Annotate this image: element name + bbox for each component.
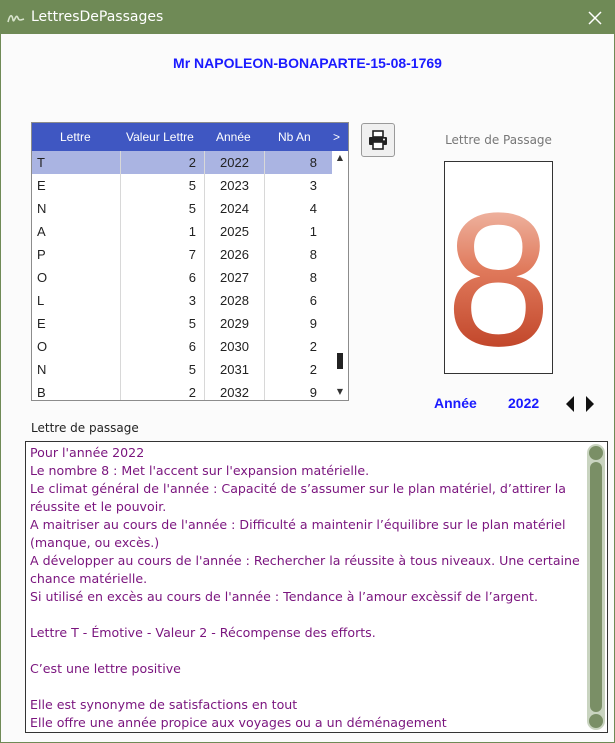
cell-annee: 2032 xyxy=(205,381,265,401)
description-label: Lettre de passage xyxy=(31,421,139,435)
cell-valeur: 5 xyxy=(121,358,205,381)
table-row[interactable] xyxy=(32,289,332,312)
scroll-up-icon[interactable]: ▲ xyxy=(336,153,344,162)
print-button[interactable] xyxy=(361,123,395,157)
cell-annee: 2023 xyxy=(205,174,265,197)
cell-nb-an: 4 xyxy=(309,201,317,216)
table-row[interactable] xyxy=(32,358,332,381)
cell-nb-an: 9 xyxy=(309,316,317,331)
cell-lettre: B xyxy=(32,381,121,401)
description-line: A maitriser au cours de l'année : Difficulté a maintenir l’équilibre sur le plan matériel (manque, ou excès.) xyxy=(30,517,566,550)
table-row[interactable] xyxy=(32,266,332,289)
scroll-down-icon[interactable]: ▼ xyxy=(336,387,344,396)
grid-body xyxy=(32,151,332,401)
description-line xyxy=(30,642,585,660)
description-line xyxy=(30,678,585,696)
table-row[interactable] xyxy=(32,335,332,358)
cell-nb-an: 1 xyxy=(309,224,317,239)
column-header-annee[interactable]: Année xyxy=(216,130,251,144)
close-button[interactable] xyxy=(584,7,606,29)
cell-lettre: T xyxy=(32,151,121,174)
lettre-passage-display xyxy=(444,161,553,374)
cell-lettre: O xyxy=(32,266,121,289)
big-number-graphic xyxy=(445,162,552,373)
description-line: Le nombre 8 : Met l'accent sur l'expansion matérielle. xyxy=(30,463,370,478)
grid-header xyxy=(32,123,348,151)
description-line: Elle offre une année propice aux voyages ou a un déménagement xyxy=(30,715,447,730)
cell-nb-an: 3 xyxy=(309,178,317,193)
cell-lettre: E xyxy=(32,174,121,197)
description-line: Lettre T - Émotive - Valeur 2 - Récompense des efforts. xyxy=(30,625,376,640)
person-name: Mr NAPOLEON-BONAPARTE-15-08-1769 xyxy=(173,55,442,71)
cell-annee: 2031 xyxy=(205,358,265,381)
cell-annee: 2029 xyxy=(205,312,265,335)
description-line: Le climat général de l'année : Capacité de s’assumer sur le plan matériel, d’attirer la réussite et le pouvoir. xyxy=(30,481,566,514)
description-line: C’est une lettre positive xyxy=(30,661,181,676)
description-line: Si utilisé en excès au cours de l'année : Tendance à l’amour excèssif de l’argent. xyxy=(30,589,538,604)
signature-icon xyxy=(6,8,26,28)
cell-valeur: 5 xyxy=(121,174,205,197)
letters-grid[interactable] xyxy=(31,122,349,401)
cell-annee: 2024 xyxy=(205,197,265,220)
scroll-down-icon[interactable] xyxy=(589,714,603,728)
year-label: Année xyxy=(434,395,477,411)
cell-lettre: P xyxy=(32,243,121,266)
column-header-lettre[interactable]: Lettre xyxy=(60,130,91,144)
cell-lettre: E xyxy=(32,312,121,335)
cell-annee: 2022 xyxy=(205,151,265,174)
cell-lettre: N xyxy=(32,358,121,381)
window-title: LettresDePassages xyxy=(31,9,164,25)
cell-valeur: 7 xyxy=(121,243,205,266)
table-row[interactable] xyxy=(32,220,332,243)
scroll-thumb[interactable] xyxy=(337,353,343,369)
lettre-passage-caption: Lettre de Passage xyxy=(445,133,552,147)
cell-lettre: L xyxy=(32,289,121,312)
title-bar xyxy=(1,1,614,34)
table-row[interactable] xyxy=(32,197,332,220)
cell-annee: 2028 xyxy=(205,289,265,312)
triangle-left-icon[interactable] xyxy=(563,394,577,414)
description-line: A développer au cours de l'année : Rechercher la réussite à tous niveaux. Une certaine chance matérielle. xyxy=(30,553,580,586)
cell-annee: 2025 xyxy=(205,220,265,243)
table-row[interactable] xyxy=(32,381,332,401)
cell-lettre: O xyxy=(32,335,121,358)
cell-valeur: 5 xyxy=(121,197,205,220)
cell-annee: 2030 xyxy=(205,335,265,358)
cell-nb-an: 8 xyxy=(309,247,317,262)
cell-valeur: 6 xyxy=(121,335,205,358)
description-line: Elle est synonyme de satisfactions en tout xyxy=(30,697,298,712)
table-row[interactable] xyxy=(32,174,332,197)
scroll-right-button[interactable]: > xyxy=(333,130,341,144)
grid-scrollbar[interactable] xyxy=(332,151,348,401)
cell-valeur: 2 xyxy=(121,381,205,401)
cell-nb-an: 9 xyxy=(309,385,317,400)
text-scroll-thumb[interactable] xyxy=(590,462,602,712)
cell-nb-an: 8 xyxy=(309,270,317,285)
cell-lettre: N xyxy=(32,197,121,220)
printer-icon xyxy=(362,124,394,156)
text-scrollbar[interactable] xyxy=(587,444,605,730)
cell-valeur: 2 xyxy=(121,151,205,174)
cell-valeur: 3 xyxy=(121,289,205,312)
description-line xyxy=(30,606,585,624)
description-line: Pour l'année 2022 xyxy=(30,445,145,460)
column-header-nb-an[interactable]: Nb An xyxy=(278,130,311,144)
close-icon xyxy=(588,11,602,25)
table-row[interactable] xyxy=(32,151,332,174)
triangle-right-icon[interactable] xyxy=(583,394,597,414)
table-row[interactable] xyxy=(32,312,332,335)
cell-lettre: A xyxy=(32,220,121,243)
cell-annee: 2027 xyxy=(205,266,265,289)
year-value: 2022 xyxy=(508,395,540,411)
lettre-passage-number: 8 xyxy=(445,174,552,373)
cell-annee: 2026 xyxy=(205,243,265,266)
cell-valeur: 6 xyxy=(121,266,205,289)
scroll-up-icon[interactable] xyxy=(589,446,603,460)
cell-nb-an: 8 xyxy=(309,155,317,170)
cell-nb-an: 6 xyxy=(309,293,317,308)
description-textarea[interactable] xyxy=(25,441,608,733)
cell-valeur: 1 xyxy=(121,220,205,243)
description-text xyxy=(30,444,585,732)
column-header-valeur[interactable]: Valeur Lettre xyxy=(126,130,194,144)
table-row[interactable] xyxy=(32,243,332,266)
cell-valeur: 5 xyxy=(121,312,205,335)
cell-nb-an: 2 xyxy=(309,339,317,354)
cell-nb-an: 2 xyxy=(309,362,317,377)
